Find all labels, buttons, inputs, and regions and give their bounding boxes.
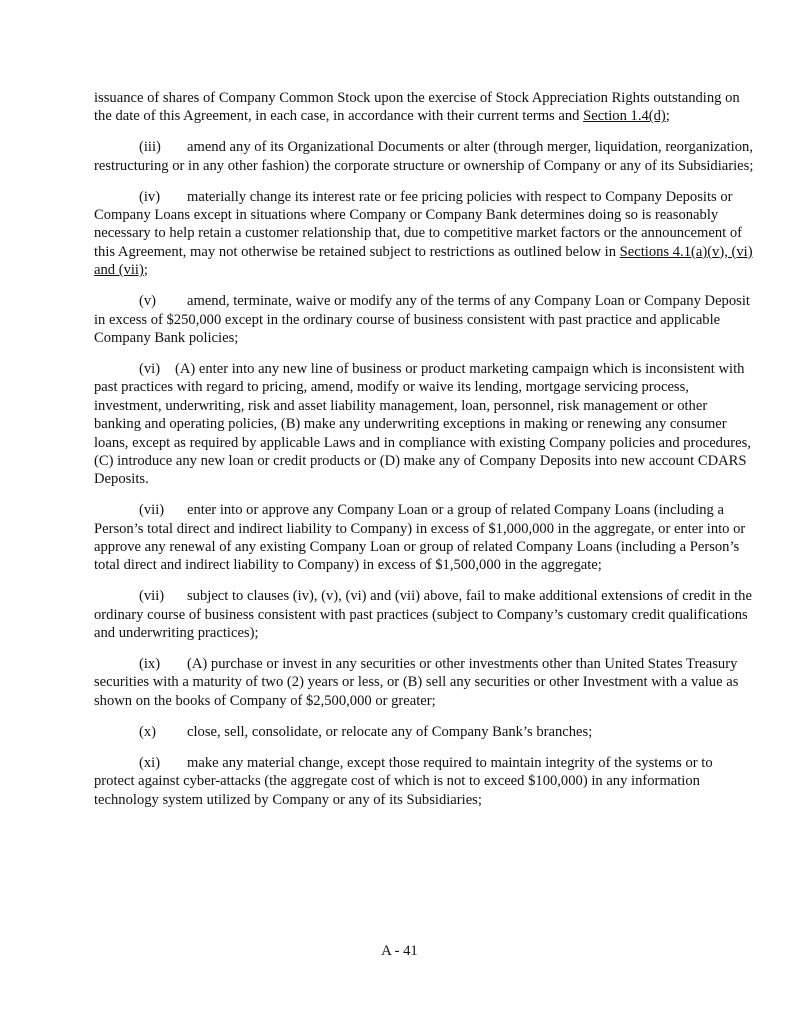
paragraph-vi <box>94 360 754 489</box>
section-reference: Section 1.4(d) <box>583 108 666 125</box>
paragraph-text: make any material change, except those required to maintain integrity of the systems or to protect against cyber-attacks (the aggregate cost of which is not to exceed $100,000) in any information technology system utilized by Company or any of its Subsidiaries; <box>94 754 713 808</box>
clause-number: (ix) <box>139 656 161 673</box>
paragraph-text: (A) purchase or invest in any securities or other investments other than United States Treasury securities with a maturity of two (2) years or less, or (B) sell any securities or other Investment with a value as shown on the books of Company of $2,500,000 or greater; <box>94 656 739 709</box>
clause-number: (v) <box>139 293 157 310</box>
clause-number: (x) <box>139 723 157 740</box>
paragraph-iv <box>94 188 754 280</box>
paragraph-text: materially change its interest rate or fee pricing policies with respect to Company Deposits or Company Loans except in situations where Company or Company Bank determines doing so is reasonably necessary to help retain a customer relationship that, due to competitive market factors or the announcement of this Agreement, may not otherwise be retained subject to restrictions as outlined below in <box>94 188 742 260</box>
paragraph-text: issuance of shares of Company Common Stock upon the exercise of Stock Appreciation Rights outstanding on the date of this Agreement, in each case, in accordance with their current terms and <box>94 90 740 125</box>
paragraph-xi <box>94 754 754 809</box>
paragraph-viii <box>94 587 754 642</box>
paragraph-x <box>94 723 754 741</box>
paragraph-v <box>94 292 754 347</box>
clause-number: (vii) <box>139 588 165 605</box>
clause-number: (xi) <box>139 754 161 771</box>
clause-number: (iv) <box>139 188 161 205</box>
paragraph-text: amend any of its Organizational Documents or alter (through merger, liquidation, reorganization, restructuring or in any other fashion) the corporate structure or ownership of Company or any of its Subsidiaries; <box>94 139 754 174</box>
paragraph-text: amend, terminate, waive or modify any of the terms of any Company Loan or Company Deposit in excess of $250,000 except in the ordinary course of business consistent with past practice and applicable Company Bank policies; <box>94 293 750 346</box>
clause-number: (vii) <box>139 502 165 519</box>
paragraph-vii <box>94 501 754 575</box>
paragraph-iii <box>94 138 754 175</box>
paragraph-tail: ; <box>665 108 670 125</box>
paragraph-continuation <box>94 89 754 126</box>
page-number: A - 41 <box>381 943 418 959</box>
clause-number: (vi) <box>139 360 161 377</box>
paragraph-tail: ; <box>143 262 148 279</box>
paragraph-text: (A) enter into any new line of business or product marketing campaign which is inconsistent with past practices with regard to pricing, amend, modify or waive its lending, mortgage servicing process, investment, underwriting, risk and asset liability management, loan, personnel, risk management or other banking and operating policies, (B) make any underwriting exceptions in making or renewing any consumer loans, except as required by applicable Laws and in compliance with existing Company policies and procedures, (C) introduce any new loan or credit products or (D) make any of Company Deposits into new account CDARS Deposits. <box>94 360 751 488</box>
paragraph-text: subject to clauses (iv), (v), (vi) and (vii) above, fail to make additional extensions of credit in the ordinary course of business consistent with past practices (subject to Company’s customary credit qualifications and underwriting practices); <box>94 588 752 642</box>
section-reference: Sections 4.1(a)(v), (vi) and (vii) <box>94 243 753 279</box>
document-body <box>94 89 754 821</box>
paragraph-text: close, sell, consolidate, or relocate any of Company Bank’s branches; <box>187 723 593 740</box>
clause-number: (iii) <box>139 139 161 156</box>
paragraph-text: enter into or approve any Company Loan or a group of related Company Loans (including a Person’s total direct and indirect liability to Company) in excess of $1,000,000 in the aggregate, or enter into or approve any renewal of any existing Company Loan or group of related Company Loans (including a Person’s total direct and indirect liability to Company) in excess of $1,500,000 in the aggregate; <box>94 502 746 574</box>
paragraph-ix <box>94 655 754 710</box>
